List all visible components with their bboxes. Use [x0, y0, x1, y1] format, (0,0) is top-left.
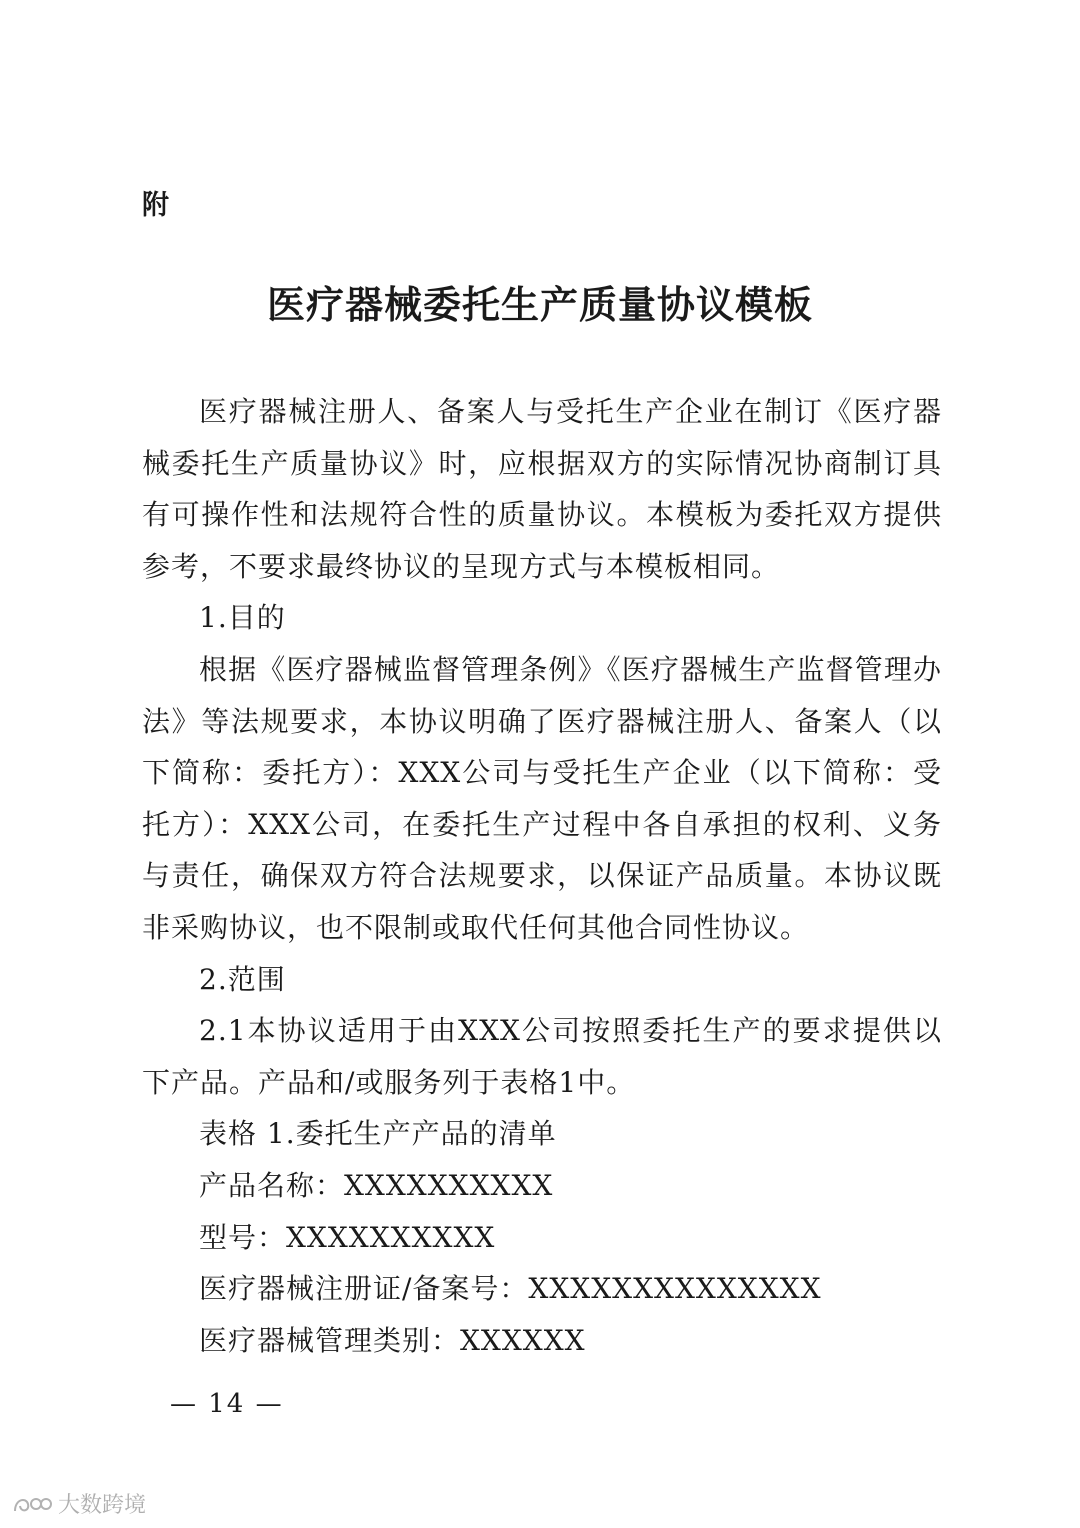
document-body: [142, 386, 942, 1366]
section-1-heading: 1.目的: [199, 601, 286, 635]
page-number: — 14 —: [170, 1389, 284, 1419]
intro-paragraph: 医疗器械注册人、备案人与受托生产企业在制订《医疗器械委托生产质量协议》时，应根据双方的实际情况协商制订具有可操作性和法规符合性的质量协议。本模板为委托双方提供参考，不要求最终协议的呈现方式与本模板相同。: [142, 395, 942, 583]
watermark-text: 大数跨境: [58, 1493, 147, 1518]
field-model: 型号：XXXXXXXXXX: [199, 1220, 496, 1254]
field-device-class: 医疗器械管理类别：XXXXXX: [199, 1323, 586, 1357]
section-2-heading: 2.范围: [199, 962, 286, 996]
document-title: 医疗器械委托生产质量协议模板: [266, 283, 813, 327]
field-product-name: 产品名称：XXXXXXXXXX: [199, 1168, 554, 1202]
section-1-paragraph: 根据《医疗器械监督管理条例》《医疗器械生产监督管理办法》等法规要求，本协议明确了医疗器械注册人、备案人（以下简称：委托方）：XXX公司与受托生产企业（以下简称：受托方）：XXX公司，在委托生产过程中各自承担的权利、义务与责任，确保双方符合法规要求，以保证产品质量。本协议既非采购协议，也不限制或取代任何其他合同性协议。: [142, 652, 942, 944]
attachment-label: 附: [142, 190, 169, 221]
watermark: [12, 1488, 146, 1519]
field-registration-number: 医疗器械注册证/备案号：XXXXXXXXXXXXXX: [199, 1272, 822, 1306]
section-2-paragraph: 2.1本协议适用于由XXX公司按照委托生产的要求提供以下产品。产品和/或服务列于表格1中。: [142, 1014, 942, 1099]
watermark-logo-icon: [12, 1493, 52, 1515]
table-caption: 表格 1.委托生产产品的清单: [199, 1117, 557, 1151]
